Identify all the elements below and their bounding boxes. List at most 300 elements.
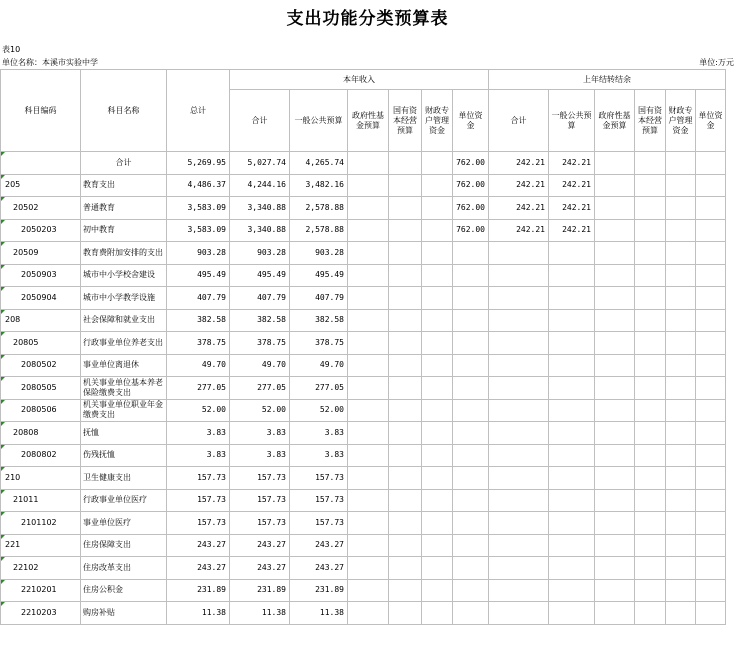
row-cy-fund xyxy=(348,174,389,197)
table-row xyxy=(1,579,726,602)
row-co-special xyxy=(666,287,696,310)
row-co-total xyxy=(489,557,549,580)
header-co-unit: 单位资金 xyxy=(696,90,726,152)
row-cy-general: 2,578.88 xyxy=(290,219,348,242)
row-cy-general: 903.28 xyxy=(290,242,348,265)
row-cy-special xyxy=(422,287,453,310)
row-cy-general: 243.27 xyxy=(290,557,348,580)
row-co-unit xyxy=(696,287,726,310)
unit-name: 单位名称：本溪市实验中学 xyxy=(2,58,98,67)
row-co-total xyxy=(489,242,549,265)
row-cy-general: 49.70 xyxy=(290,354,348,377)
row-code: 22102 xyxy=(1,557,81,580)
row-cy-fund xyxy=(348,489,389,512)
row-cy-unit xyxy=(453,467,489,490)
row-cy-unit xyxy=(453,399,489,422)
row-cy-total: 157.73 xyxy=(230,489,290,512)
row-cy-special xyxy=(422,174,453,197)
row-total: 3.83 xyxy=(167,422,230,445)
row-cy-state xyxy=(389,152,422,175)
header-cy-special: 财政专户管理资金 xyxy=(422,90,453,152)
row-co-unit xyxy=(696,197,726,220)
row-cy-fund xyxy=(348,399,389,422)
row-name: 合计 xyxy=(81,152,167,175)
row-cy-general: 4,265.74 xyxy=(290,152,348,175)
table-row xyxy=(1,174,726,197)
row-co-special xyxy=(666,534,696,557)
row-co-general xyxy=(549,264,595,287)
row-cy-fund xyxy=(348,219,389,242)
row-co-total xyxy=(489,309,549,332)
row-co-special xyxy=(666,332,696,355)
table-row xyxy=(1,287,726,310)
row-name: 事业单位离退休 xyxy=(81,354,167,377)
row-cy-state xyxy=(389,174,422,197)
row-cy-total: 495.49 xyxy=(230,264,290,287)
header-current-year: 本年收入 xyxy=(230,70,489,90)
row-total: 382.58 xyxy=(167,309,230,332)
row-cy-unit xyxy=(453,309,489,332)
row-cy-special xyxy=(422,219,453,242)
row-cy-special xyxy=(422,512,453,535)
row-cy-fund xyxy=(348,579,389,602)
row-co-total: 242.21 xyxy=(489,152,549,175)
table-row xyxy=(1,264,726,287)
row-co-state xyxy=(635,489,666,512)
row-code: 2080505 xyxy=(1,377,81,400)
row-name: 机关事业单位职业年金缴费支出 xyxy=(81,399,167,422)
row-cy-state xyxy=(389,579,422,602)
row-cy-total: 157.73 xyxy=(230,512,290,535)
row-cy-fund xyxy=(348,354,389,377)
row-co-total xyxy=(489,422,549,445)
row-co-special xyxy=(666,219,696,242)
row-cy-state xyxy=(389,467,422,490)
row-total: 49.70 xyxy=(167,354,230,377)
row-total: 3.83 xyxy=(167,444,230,467)
row-co-general: 242.21 xyxy=(549,197,595,220)
row-name: 教育费附加安排的支出 xyxy=(81,242,167,265)
header-cy-unit: 单位资金 xyxy=(453,90,489,152)
row-cy-general: 11.38 xyxy=(290,602,348,625)
row-total: 4,486.37 xyxy=(167,174,230,197)
table-row xyxy=(1,444,726,467)
row-co-general xyxy=(549,377,595,400)
row-cy-unit xyxy=(453,512,489,535)
row-cy-fund xyxy=(348,152,389,175)
row-co-state xyxy=(635,354,666,377)
row-co-fund xyxy=(595,467,635,490)
row-cy-unit: 762.00 xyxy=(453,219,489,242)
table-row xyxy=(1,557,726,580)
row-co-unit xyxy=(696,332,726,355)
row-cy-special xyxy=(422,264,453,287)
row-cy-total: 243.27 xyxy=(230,557,290,580)
row-code: 2080506 xyxy=(1,399,81,422)
table-row xyxy=(1,489,726,512)
row-cy-general: 407.79 xyxy=(290,287,348,310)
row-cy-state xyxy=(389,602,422,625)
row-total: 243.27 xyxy=(167,557,230,580)
table-row xyxy=(1,399,726,422)
row-cy-state xyxy=(389,242,422,265)
row-code: 20502 xyxy=(1,197,81,220)
row-co-general xyxy=(549,489,595,512)
row-code: 20808 xyxy=(1,422,81,445)
header-carryover: 上年结转结余 xyxy=(489,70,726,90)
row-name: 初中教育 xyxy=(81,219,167,242)
row-cy-state xyxy=(389,287,422,310)
row-cy-total: 407.79 xyxy=(230,287,290,310)
row-co-total xyxy=(489,287,549,310)
row-cy-state xyxy=(389,557,422,580)
row-name: 教育支出 xyxy=(81,174,167,197)
row-name: 城市中小学教学设施 xyxy=(81,287,167,310)
row-co-special xyxy=(666,264,696,287)
row-cy-special xyxy=(422,242,453,265)
row-cy-unit: 762.00 xyxy=(453,152,489,175)
row-cy-state xyxy=(389,309,422,332)
row-co-general xyxy=(549,332,595,355)
row-cy-general: 157.73 xyxy=(290,512,348,535)
row-co-general: 242.21 xyxy=(549,219,595,242)
row-cy-special xyxy=(422,399,453,422)
row-cy-special xyxy=(422,489,453,512)
row-co-fund xyxy=(595,377,635,400)
row-code: 221 xyxy=(1,534,81,557)
row-co-fund xyxy=(595,557,635,580)
row-co-state xyxy=(635,264,666,287)
header-co-special: 财政专户管理资金 xyxy=(666,90,696,152)
row-co-state xyxy=(635,512,666,535)
row-code: 2080502 xyxy=(1,354,81,377)
row-co-unit xyxy=(696,444,726,467)
row-co-special xyxy=(666,422,696,445)
table-number: 表10 xyxy=(2,45,21,54)
row-cy-unit xyxy=(453,534,489,557)
row-co-fund xyxy=(595,444,635,467)
row-cy-general: 157.73 xyxy=(290,467,348,490)
row-total: 407.79 xyxy=(167,287,230,310)
row-cy-general: 3.83 xyxy=(290,444,348,467)
row-code: 20509 xyxy=(1,242,81,265)
row-code: 205 xyxy=(1,174,81,197)
row-name: 行政事业单位养老支出 xyxy=(81,332,167,355)
row-name: 购房补贴 xyxy=(81,602,167,625)
row-cy-unit xyxy=(453,422,489,445)
row-cy-fund xyxy=(348,264,389,287)
row-co-state xyxy=(635,197,666,220)
row-total: 3,583.09 xyxy=(167,219,230,242)
row-co-special xyxy=(666,377,696,400)
row-cy-unit xyxy=(453,264,489,287)
table-row xyxy=(1,354,726,377)
table-row xyxy=(1,197,726,220)
header-code: 科目编码 xyxy=(1,70,81,152)
row-name: 社会保障和就业支出 xyxy=(81,309,167,332)
row-total: 157.73 xyxy=(167,489,230,512)
row-cy-unit xyxy=(453,489,489,512)
row-cy-state xyxy=(389,219,422,242)
row-cy-fund xyxy=(348,242,389,265)
row-name: 抚恤 xyxy=(81,422,167,445)
row-cy-special xyxy=(422,444,453,467)
row-cy-general: 243.27 xyxy=(290,534,348,557)
table-row xyxy=(1,422,726,445)
row-co-fund xyxy=(595,332,635,355)
row-co-fund xyxy=(595,197,635,220)
header-co-fund: 政府性基金预算 xyxy=(595,90,635,152)
row-cy-unit xyxy=(453,287,489,310)
row-cy-total: 382.58 xyxy=(230,309,290,332)
header-cy-general: 一般公共预算 xyxy=(290,90,348,152)
row-name: 住房改革支出 xyxy=(81,557,167,580)
header-cy-total: 合计 xyxy=(230,90,290,152)
row-cy-state xyxy=(389,197,422,220)
row-co-fund xyxy=(595,602,635,625)
row-cy-special xyxy=(422,377,453,400)
row-name: 事业单位医疗 xyxy=(81,512,167,535)
header-cy-state: 国有资本经营预算 xyxy=(389,90,422,152)
row-cy-general: 2,578.88 xyxy=(290,197,348,220)
row-co-state xyxy=(635,602,666,625)
row-cy-unit xyxy=(453,377,489,400)
header-name: 科目名称 xyxy=(81,70,167,152)
row-code: 2050903 xyxy=(1,264,81,287)
row-co-state xyxy=(635,444,666,467)
row-co-state xyxy=(635,399,666,422)
row-co-general xyxy=(549,534,595,557)
row-co-total xyxy=(489,467,549,490)
row-co-general xyxy=(549,579,595,602)
row-cy-unit xyxy=(453,242,489,265)
row-co-general xyxy=(549,309,595,332)
table-row xyxy=(1,467,726,490)
row-code: 21011 xyxy=(1,489,81,512)
header-co-state: 国有资本经营预算 xyxy=(635,90,666,152)
row-co-unit xyxy=(696,219,726,242)
row-co-unit xyxy=(696,579,726,602)
header-co-general: 一般公共预算 xyxy=(549,90,595,152)
row-cy-unit xyxy=(453,444,489,467)
row-code: 208 xyxy=(1,309,81,332)
row-cy-state xyxy=(389,489,422,512)
row-code: 2080802 xyxy=(1,444,81,467)
row-name: 伤残抚恤 xyxy=(81,444,167,467)
row-cy-total: 378.75 xyxy=(230,332,290,355)
row-cy-unit xyxy=(453,579,489,602)
row-co-special xyxy=(666,197,696,220)
row-cy-fund xyxy=(348,512,389,535)
row-co-total xyxy=(489,444,549,467)
row-co-special xyxy=(666,579,696,602)
row-co-unit xyxy=(696,354,726,377)
table-row xyxy=(1,219,726,242)
row-cy-state xyxy=(389,377,422,400)
row-co-state xyxy=(635,309,666,332)
page-title: 支出功能分类预算表 xyxy=(286,9,449,29)
row-co-state xyxy=(635,557,666,580)
row-co-total xyxy=(489,354,549,377)
row-co-general: 242.21 xyxy=(549,174,595,197)
row-co-total xyxy=(489,332,549,355)
row-cy-unit: 762.00 xyxy=(453,174,489,197)
row-cy-total: 3,340.88 xyxy=(230,197,290,220)
table-row xyxy=(1,602,726,625)
row-co-special xyxy=(666,602,696,625)
row-co-unit xyxy=(696,534,726,557)
row-co-state xyxy=(635,467,666,490)
row-total: 243.27 xyxy=(167,534,230,557)
row-total: 11.38 xyxy=(167,602,230,625)
row-name: 卫生健康支出 xyxy=(81,467,167,490)
row-name: 住房保障支出 xyxy=(81,534,167,557)
row-co-unit xyxy=(696,152,726,175)
row-co-general xyxy=(549,602,595,625)
row-co-fund xyxy=(595,399,635,422)
row-cy-unit xyxy=(453,354,489,377)
row-co-state xyxy=(635,422,666,445)
row-co-special xyxy=(666,399,696,422)
budget-table xyxy=(0,69,726,625)
row-co-special xyxy=(666,309,696,332)
row-co-state xyxy=(635,152,666,175)
row-cy-unit: 762.00 xyxy=(453,197,489,220)
row-cy-total: 3.83 xyxy=(230,444,290,467)
row-co-general xyxy=(549,557,595,580)
table-row xyxy=(1,309,726,332)
row-co-total: 242.21 xyxy=(489,174,549,197)
row-co-fund xyxy=(595,264,635,287)
row-name: 行政事业单位医疗 xyxy=(81,489,167,512)
row-co-general xyxy=(549,399,595,422)
row-co-special xyxy=(666,444,696,467)
row-cy-special xyxy=(422,197,453,220)
row-cy-state xyxy=(389,264,422,287)
table-row xyxy=(1,242,726,265)
row-co-unit xyxy=(696,489,726,512)
row-cy-special xyxy=(422,579,453,602)
row-co-fund xyxy=(595,512,635,535)
row-co-total: 242.21 xyxy=(489,197,549,220)
row-cy-total: 3,340.88 xyxy=(230,219,290,242)
row-cy-state xyxy=(389,512,422,535)
row-total: 231.89 xyxy=(167,579,230,602)
row-co-state xyxy=(635,242,666,265)
row-cy-general: 231.89 xyxy=(290,579,348,602)
row-code: 2210201 xyxy=(1,579,81,602)
row-co-total: 242.21 xyxy=(489,219,549,242)
row-co-special xyxy=(666,152,696,175)
row-co-general xyxy=(549,467,595,490)
row-co-fund xyxy=(595,489,635,512)
row-co-total xyxy=(489,579,549,602)
row-code: 2050904 xyxy=(1,287,81,310)
row-cy-unit xyxy=(453,602,489,625)
row-co-general xyxy=(549,444,595,467)
row-cy-state xyxy=(389,332,422,355)
row-code: 210 xyxy=(1,467,81,490)
row-co-special xyxy=(666,557,696,580)
row-co-state xyxy=(635,332,666,355)
row-cy-special xyxy=(422,534,453,557)
row-cy-general: 52.00 xyxy=(290,399,348,422)
row-cy-general: 382.58 xyxy=(290,309,348,332)
row-total: 5,269.95 xyxy=(167,152,230,175)
row-co-unit xyxy=(696,264,726,287)
row-cy-fund xyxy=(348,422,389,445)
row-code xyxy=(1,152,81,175)
row-name: 普通教育 xyxy=(81,197,167,220)
row-co-total xyxy=(489,377,549,400)
table-row xyxy=(1,152,726,175)
row-co-fund xyxy=(595,534,635,557)
row-cy-total: 11.38 xyxy=(230,602,290,625)
row-co-state xyxy=(635,377,666,400)
row-cy-state xyxy=(389,534,422,557)
row-cy-total: 277.05 xyxy=(230,377,290,400)
row-code: 2210203 xyxy=(1,602,81,625)
row-cy-fund xyxy=(348,309,389,332)
row-co-state xyxy=(635,219,666,242)
row-cy-special xyxy=(422,467,453,490)
table-row xyxy=(1,534,726,557)
row-total: 277.05 xyxy=(167,377,230,400)
row-name: 住房公积金 xyxy=(81,579,167,602)
header-cy-fund: 政府性基金预算 xyxy=(348,90,389,152)
row-cy-fund xyxy=(348,602,389,625)
row-co-fund xyxy=(595,354,635,377)
row-co-fund xyxy=(595,152,635,175)
row-co-state xyxy=(635,534,666,557)
row-cy-fund xyxy=(348,444,389,467)
row-cy-total: 52.00 xyxy=(230,399,290,422)
row-co-total xyxy=(489,534,549,557)
row-co-fund xyxy=(595,309,635,332)
row-cy-special xyxy=(422,152,453,175)
row-cy-general: 277.05 xyxy=(290,377,348,400)
row-co-unit xyxy=(696,512,726,535)
row-code: 20805 xyxy=(1,332,81,355)
row-name: 城市中小学校舍建设 xyxy=(81,264,167,287)
row-cy-total: 3.83 xyxy=(230,422,290,445)
row-co-total xyxy=(489,512,549,535)
table-row xyxy=(1,512,726,535)
row-co-unit xyxy=(696,377,726,400)
row-code: 2050203 xyxy=(1,219,81,242)
row-cy-state xyxy=(389,444,422,467)
row-cy-general: 495.49 xyxy=(290,264,348,287)
row-code: 2101102 xyxy=(1,512,81,535)
row-cy-special xyxy=(422,557,453,580)
row-total: 495.49 xyxy=(167,264,230,287)
row-cy-special xyxy=(422,602,453,625)
row-cy-fund xyxy=(348,377,389,400)
row-co-fund xyxy=(595,174,635,197)
row-co-special xyxy=(666,489,696,512)
row-cy-general: 3.83 xyxy=(290,422,348,445)
row-co-general xyxy=(549,287,595,310)
table-row xyxy=(1,377,726,400)
row-cy-state xyxy=(389,399,422,422)
row-cy-unit xyxy=(453,557,489,580)
row-cy-total: 4,244.16 xyxy=(230,174,290,197)
row-co-fund xyxy=(595,579,635,602)
row-cy-fund xyxy=(348,197,389,220)
row-cy-total: 243.27 xyxy=(230,534,290,557)
row-co-fund xyxy=(595,242,635,265)
row-co-special xyxy=(666,242,696,265)
